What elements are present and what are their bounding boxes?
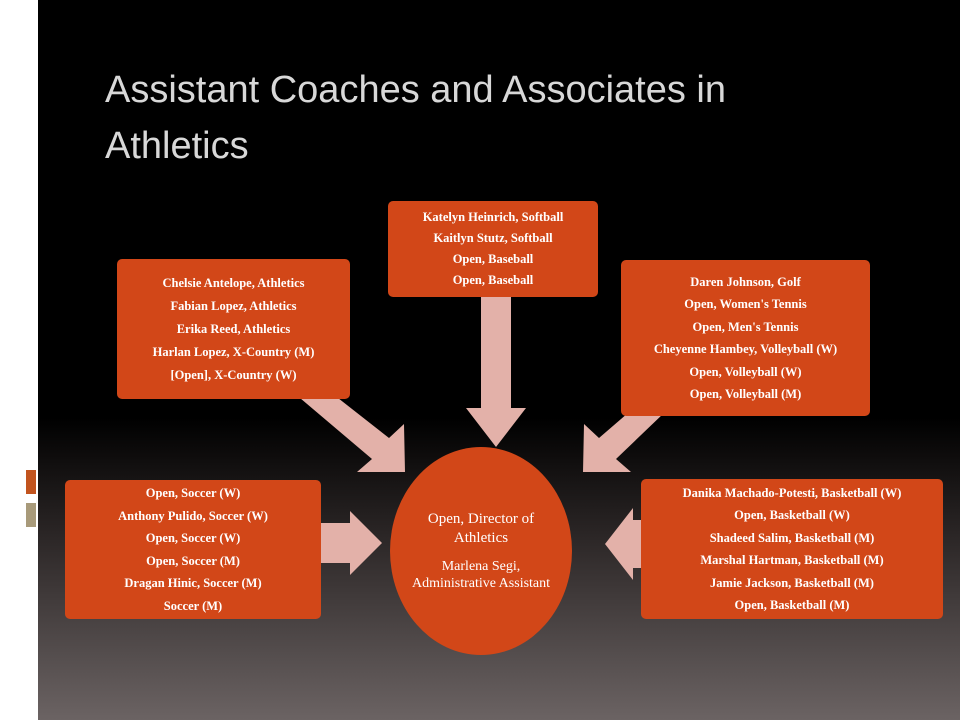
box-line: Marshal Hartman, Basketball (M) [700, 553, 884, 567]
box-softball-baseball [388, 201, 598, 297]
box-line: Open, Soccer (M) [146, 553, 240, 568]
box-line: Open, Basketball (M) [734, 598, 850, 612]
director-label: Open, Director of Athletics [427, 511, 535, 546]
arrow-right [605, 508, 643, 580]
box-line: Open, Baseball [452, 252, 534, 266]
slide-title: Assistant Coaches and Associates in Athletics [105, 69, 727, 167]
box-line: Open, Volleyball (W) [689, 364, 802, 379]
box-line: Erika Reed, Athletics [176, 321, 291, 336]
box-line: Jamie Jackson, Basketball (M) [710, 575, 874, 590]
arrow-top-center [466, 296, 526, 447]
box-line: Open, Soccer (W) [145, 531, 241, 545]
box-soccer [65, 480, 321, 619]
box-line: Open, Men's Tennis [692, 319, 799, 334]
box-line: Open, Volleyball (M) [689, 387, 802, 401]
box-line: Daren Johnson, Golf [690, 274, 801, 289]
arrow-top-left [300, 398, 405, 472]
box-line: Dragan Hinic, Soccer (M) [124, 576, 262, 590]
box-line: Shadeed Salim, Basketball (M) [709, 530, 875, 545]
box-line: Harlan Lopez, X-Country (M) [152, 344, 315, 359]
arrow-top-right [583, 413, 664, 472]
center-circle-director [390, 447, 572, 655]
box-line: Cheyenne Hambey, Volleyball (W) [653, 342, 838, 356]
box-basketball [641, 479, 943, 619]
box-line: Soccer (M) [163, 598, 223, 613]
box-golf-tennis-volleyball [621, 260, 870, 416]
box-line: Chelsie Antelope, Athletics [162, 275, 305, 290]
box-line: Fabian Lopez, Athletics [170, 298, 297, 313]
box-line: [Open], X-Country (W) [170, 367, 297, 382]
box-athletics [117, 259, 350, 399]
arrow-left [320, 511, 382, 575]
box-line: Open, Women's Tennis [684, 297, 807, 311]
box-line: Open, Soccer (W) [145, 486, 241, 500]
box-line: Danika Machado-Potesti, Basketball (W) [682, 485, 902, 500]
box-line: Katelyn Heinrich, Softball [422, 210, 564, 224]
box-line: Open, Basketball (W) [734, 508, 850, 522]
box-line: Open, Baseball [452, 273, 534, 287]
box-line: Anthony Pulido, Soccer (W) [118, 508, 268, 523]
box-line: Kaitlyn Stutz, Softball [433, 231, 553, 245]
assistant-label: Marlena Segi, Administrative Assistant [411, 559, 551, 591]
